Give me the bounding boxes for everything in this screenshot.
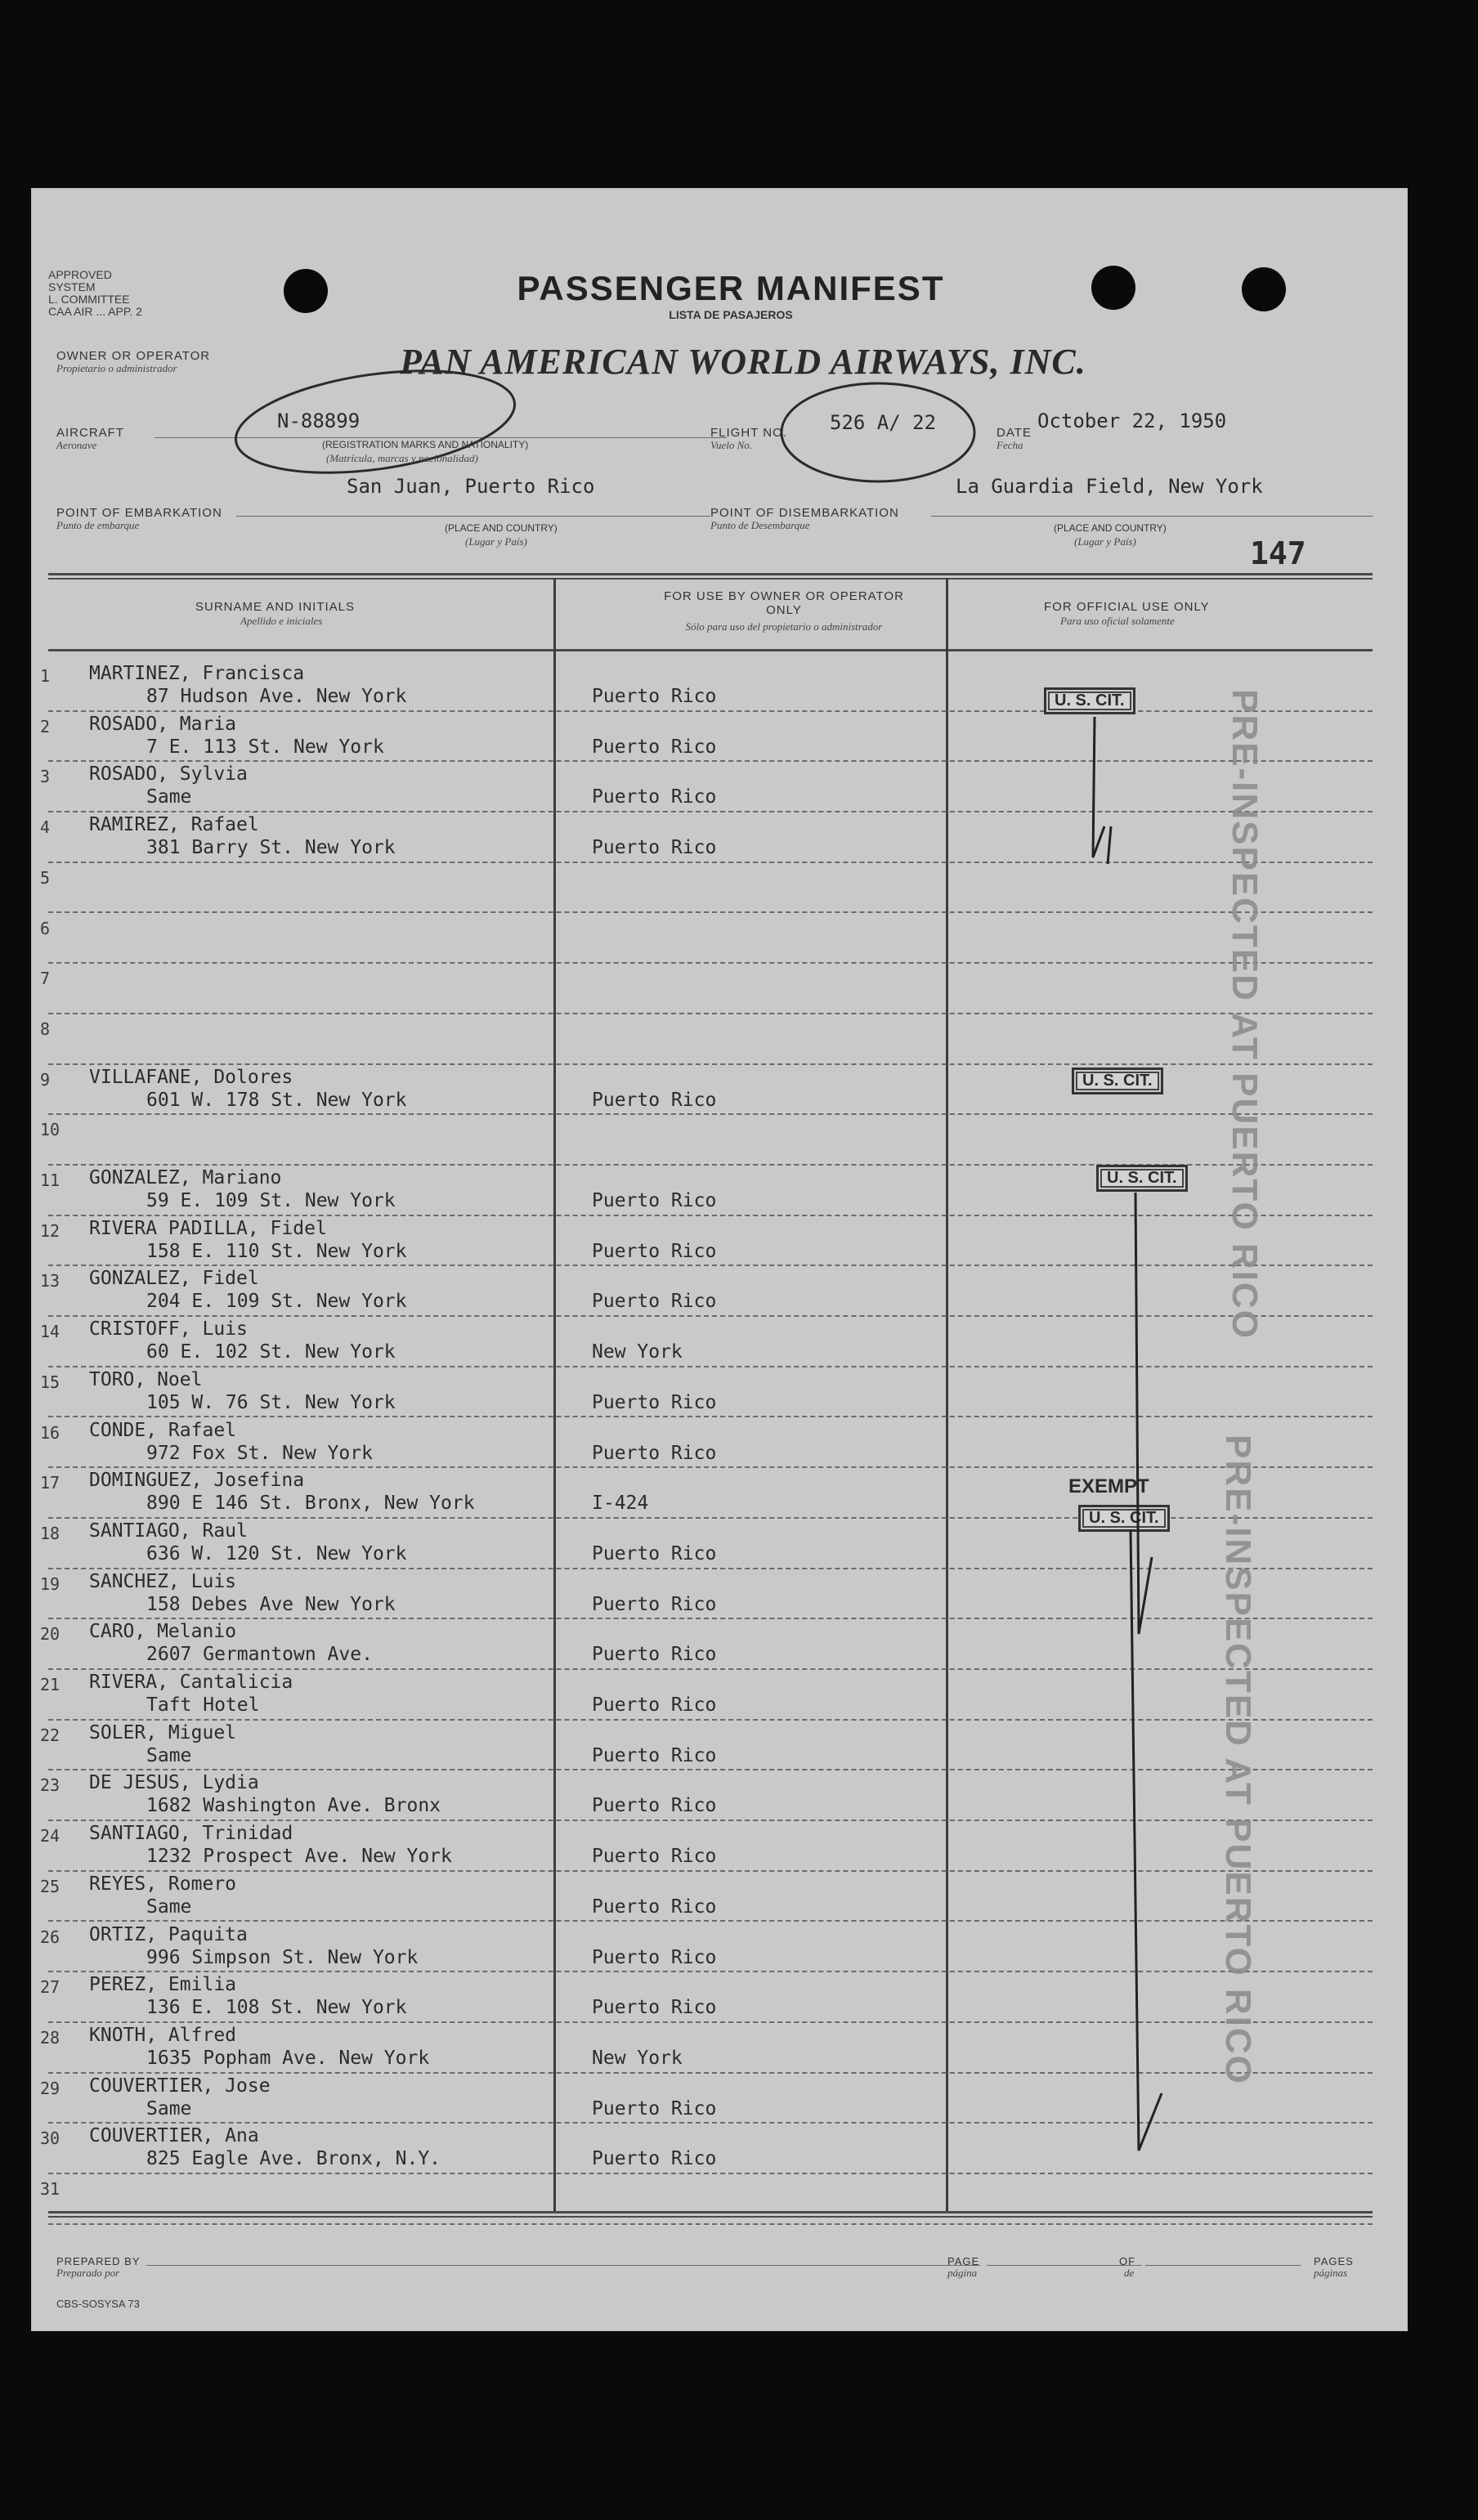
col3-header-es: Para uso oficial solamente [1060,615,1175,627]
page-label-es: página [947,2267,978,2279]
operator-note: Puerto Rico [592,1744,717,1766]
passenger-name: COUVERTIER, Jose [89,2075,271,2097]
punch-hole [284,269,328,313]
check-mark [1108,1529,1189,2216]
operator-note: Puerto Rico [592,1240,717,1262]
flight-label: FLIGHT NO. [710,426,787,440]
operator-note: I-424 [592,1493,649,1515]
page-label: PAGE [947,2255,980,2267]
place-label-es: (Lugar y País) [465,535,527,548]
prepared-by-label-es: Preparado por [56,2267,120,2279]
operator-note: Puerto Rico [592,1593,717,1615]
col1-header-es: Apellido e iniciales [240,615,323,627]
passenger-address: 136 E. 108 St. New York [146,1997,407,2019]
passenger-name: KNOTH, Alfred [89,2024,237,2046]
aircraft-label-es: Aeronave [56,439,97,451]
passenger-address: 158 E. 110 St. New York [146,1240,407,1262]
operator-note: Puerto Rico [592,1997,717,2019]
disembark-label-es: Punto de Desembarque [710,519,810,531]
approval-line: APPROVED [48,268,112,281]
passenger-address: 2607 Germantown Ave. [146,1644,373,1666]
passenger-name: SANCHEZ, Luis [89,1570,237,1592]
passenger-name: SANTIAGO, Raul [89,1520,248,1542]
col2-header: FOR USE BY OWNER OR OPERATOR ONLY [664,589,904,617]
row-number: 17 [40,1473,60,1493]
row-number: 20 [40,1624,60,1645]
operator-note: Puerto Rico [592,1846,717,1868]
row-number: 14 [40,1322,60,1342]
operator-note: Puerto Rico [592,837,717,859]
passenger-name: ORTIZ, Paquita [89,1923,248,1945]
passenger-address: 87 Hudson Ave. New York [146,686,407,707]
form-subtitle: LISTA DE PASAJEROS [669,308,793,321]
operator-note: Puerto Rico [592,1542,717,1564]
passenger-name: ROSADO, Maria [89,713,237,735]
row-number: 3 [40,767,51,787]
approval-note [48,269,142,318]
operator-note: Puerto Rico [592,1089,717,1111]
row-number: 18 [40,1523,60,1543]
table-row [32,661,1373,712]
owner-label-es: Propietario o administrador [56,362,177,374]
disembark-value: La Guardia Field, New York [956,475,1263,498]
passenger-address: 1635 Popham Ave. New York [146,2047,430,2069]
passenger-name: REYES, Romero [89,1873,237,1895]
row-number: 6 [40,918,51,938]
approval-line: CAA AIR ... APP. 2 [48,305,142,318]
owner-label: OWNER OR OPERATOR [56,349,211,363]
disembark-label: POINT OF DISEMBARKATION [710,506,899,520]
passenger-address: Same [146,1896,192,1918]
passenger-name: VILLAFANE, Dolores [89,1066,293,1088]
row-number: 9 [40,1069,51,1090]
row-number: 23 [40,1775,60,1796]
row-number: 26 [40,1927,60,1947]
passenger-address: 890 E 146 St. Bronx, New York [146,1493,475,1515]
operator-note: Puerto Rico [592,2148,717,2170]
us-cit-stamp: U. S. CIT. [1044,687,1135,714]
col3-header: FOR OFFICIAL USE ONLY [1044,600,1210,614]
row-number: 25 [40,1876,60,1896]
row-number: 15 [40,1372,60,1392]
passenger-name: COUVERTIER, Ana [89,2125,259,2147]
passenger-name: PEREZ, Emilia [89,1974,237,1996]
row-number: 8 [40,1018,51,1039]
passenger-name: DOMINGUEZ, Josefina [89,1470,305,1492]
passenger-address: 59 E. 109 St. New York [146,1190,396,1211]
passenger-name: TORO, Noel [89,1368,203,1390]
row-number: 16 [40,1422,60,1443]
row-number: 21 [40,1675,60,1694]
passenger-address: 60 E. 102 St. New York [146,1341,396,1363]
passenger-name: GONZALEZ, Fidel [89,1268,259,1290]
operator-note: Puerto Rico [592,1291,717,1313]
row-number: 24 [40,1826,60,1846]
row-number: 5 [40,867,51,888]
operator-note: Puerto Rico [592,686,717,707]
place-label: (PLACE AND COUNTRY) [445,522,558,534]
punch-hole [1242,267,1286,311]
passenger-address: 996 Simpson St. New York [146,1946,419,1968]
page-number: 147 [1250,535,1306,571]
row-number: 22 [40,1725,60,1745]
passenger-name: RAMIREZ, Rafael [89,814,259,836]
of-label-es: de [1124,2267,1135,2279]
passenger-address: 1682 Washington Ave. Bronx [146,1795,441,1817]
passenger-name: CARO, Melanio [89,1621,237,1643]
approval-line: L. COMMITTEE [48,293,130,306]
flight-circle [776,375,980,490]
of-label: OF [1119,2255,1136,2267]
passenger-name: SOLER, Miguel [89,1721,237,1743]
form-number: CBS-SOSYSA 73 [56,2298,140,2310]
operator-note: New York [592,2047,683,2069]
embark-label: POINT OF EMBARKATION [56,506,222,520]
flight-value: 526 A/ 22 [830,411,937,434]
manifest-sheet [31,188,1408,2331]
aircraft-value: N-88899 [277,410,361,432]
passenger-name: RIVERA, Cantalicia [89,1672,293,1693]
us-cit-stamp: U. S. CIT. [1078,1505,1170,1532]
operator-note: Puerto Rico [592,1795,717,1817]
row-number: 1 [40,666,51,686]
row-number: 7 [40,969,51,989]
row-number: 28 [40,2027,60,2048]
passenger-name: GONZALEZ, Mariano [89,1167,282,1188]
date-value: October 22, 1950 [1037,410,1227,432]
prepared-by-label: PREPARED BY [56,2255,141,2267]
operator-note: Puerto Rico [592,1946,717,1968]
form-title: PASSENGER MANIFEST [517,269,945,307]
flight-label-es: Vuelo No. [710,439,753,451]
row-number: 29 [40,2078,60,2098]
passenger-address: 105 W. 76 St. New York [146,1391,396,1413]
pages-label: PAGES [1314,2255,1354,2267]
operator-note: Puerto Rico [592,1644,717,1666]
passenger-name: CRISTOFF, Luis [89,1318,248,1341]
row-number: 4 [40,817,51,838]
us-cit-stamp: U. S. CIT. [1096,1165,1188,1192]
date-label: DATE [997,426,1032,440]
punch-hole [1091,266,1135,310]
operator-note: Puerto Rico [592,1442,717,1464]
passenger-name: SANTIAGO, Trinidad [89,1823,293,1845]
operator-note: Puerto Rico [592,1190,717,1211]
place-label-es-2: (Lugar y País) [1074,535,1136,548]
col1-header: SURNAME AND INITIALS [195,600,356,614]
embark-value: San Juan, Puerto Rico [347,475,595,498]
passenger-address: Same [146,2097,192,2119]
passenger-name: CONDE, Rafael [89,1419,237,1441]
exempt-stamp: EXEMPT [1068,1475,1149,1497]
preinspected-stamp: PRE-INSPECTED AT PUERTO RICO [1218,1435,1258,2085]
date-label-es: Fecha [997,439,1023,451]
passenger-address: Same [146,786,192,808]
passenger-address: 1232 Prospect Ave. New York [146,1846,452,1868]
operator-note: Puerto Rico [592,1391,717,1413]
row-number: 10 [40,1120,60,1140]
passenger-address: 825 Eagle Ave. Bronx, N.Y. [146,2148,441,2170]
row-number: 2 [40,716,51,736]
passenger-name: RIVERA PADILLA, Fidel [89,1217,327,1239]
passenger-address: 204 E. 109 St. New York [146,1291,407,1313]
embark-label-es: Punto de embarque [56,519,140,531]
pages-label-es: páginas [1314,2267,1348,2279]
passenger-address: 601 W. 178 St. New York [146,1089,407,1111]
place-label-2: (PLACE AND COUNTRY) [1054,522,1167,534]
operator-note: Puerto Rico [592,2097,717,2119]
registration-label: (REGISTRATION MARKS AND NATIONALITY) [322,439,529,450]
passenger-address: 972 Fox St. New York [146,1442,373,1464]
row-number: 13 [40,1271,60,1291]
operator-note: Puerto Rico [592,786,717,808]
passenger-name: MARTINEZ, Francisca [89,663,305,684]
passenger-address: 158 Debes Ave New York [146,1593,396,1615]
operator-note: Puerto Rico [592,1896,717,1918]
registration-label-es: (Matrícula, marcas y nacionalidad) [326,452,478,464]
airline-name: PAN AMERICAN WORLD AIRWAYS, INC. [400,342,1086,382]
operator-note: New York [592,1341,683,1363]
row-number: 19 [40,1573,60,1594]
passenger-address: 7 E. 113 St. New York [146,736,384,758]
col2-header-es: Sólo para uso del propietario o administrador [685,620,883,633]
row-number: 31 [40,2179,60,2199]
aircraft-label: AIRCRAFT [56,426,124,440]
passenger-address: Same [146,1744,192,1766]
preinspected-stamp: PRE-INSPECTED AT PUERTO RICO [1225,689,1265,1340]
operator-note: Puerto Rico [592,1694,717,1716]
row-number: 30 [40,2128,60,2149]
approval-line: SYSTEM [48,280,96,293]
passenger-name: ROSADO, Sylvia [89,763,248,786]
row-number: 27 [40,1977,60,1998]
passenger-address: Taft Hotel [146,1694,260,1716]
us-cit-stamp: U. S. CIT. [1072,1068,1163,1094]
passenger-address: 381 Barry St. New York [146,837,396,859]
row-number: 11 [40,1170,60,1190]
passenger-address: 636 W. 120 St. New York [146,1542,407,1564]
passenger-name: DE JESUS, Lydia [89,1772,259,1794]
operator-note: Puerto Rico [592,736,717,758]
row-number: 12 [40,1220,60,1241]
